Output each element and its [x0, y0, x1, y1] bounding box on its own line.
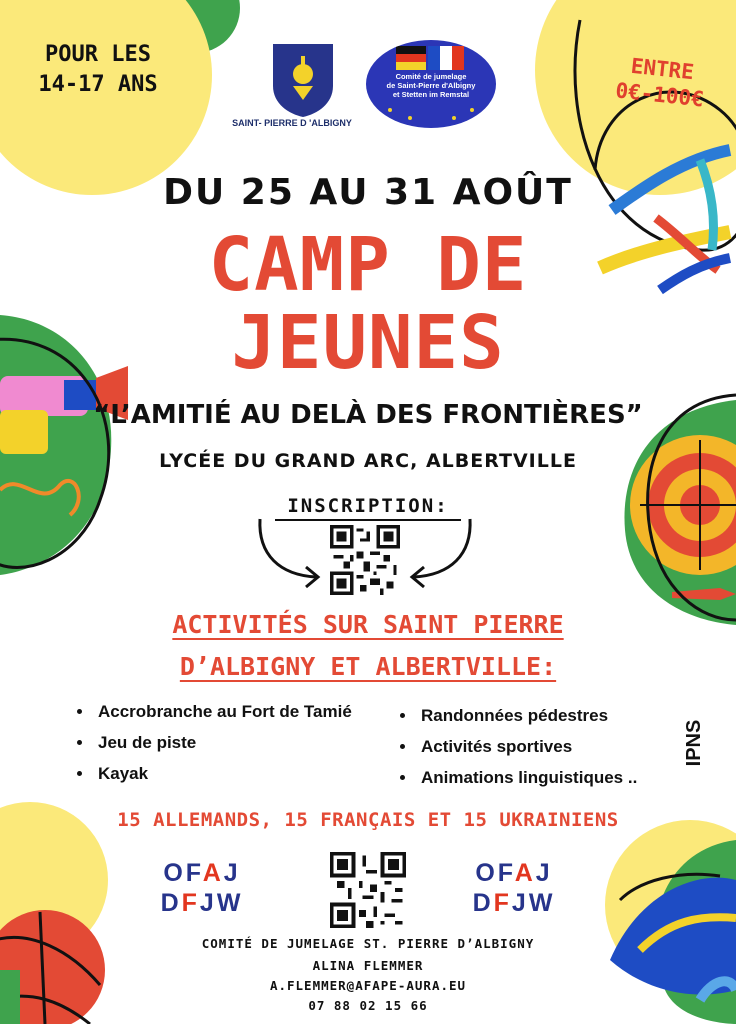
price-line-1: ENTRE — [629, 53, 696, 85]
arrow-right-icon — [400, 515, 480, 595]
ofaj-logo-left: OFAJ DFJW — [160, 859, 244, 917]
activities-list-right — [395, 700, 637, 793]
registration-label: INSCRIPTION: — [287, 495, 449, 517]
list-item: • Kayak — [94, 758, 352, 789]
age-line-2: 14-17 ANS — [38, 72, 158, 97]
activities-list-left — [72, 696, 352, 789]
price-line-2: 0€-100€ — [614, 78, 705, 112]
committee-line-1: Comité de jumelage — [395, 72, 467, 81]
venue: LYCÉE DU GRAND ARC, ALBERTVILLE — [159, 450, 577, 472]
committee-line-2: de Saint-Pierre d'Albigny — [386, 81, 476, 90]
motto: “L’AMITIÉ AU DELÀ DES FRONTIÈRES” — [93, 400, 643, 430]
participants-line: 15 ALLEMANDS, 15 FRANÇAIS ET 15 UKRAINIENS — [117, 809, 619, 831]
list-item: • Accrobranche au Fort de Tamié — [94, 696, 352, 727]
contact-organization: COMITÉ DE JUMELAGE ST. PIERRE D’ALBIGNY — [201, 936, 535, 951]
contact-email[interactable]: A.FLEMMER@AFAPE-AURA.EU — [269, 978, 467, 993]
list-item: • Randonnées pédestres — [417, 700, 637, 731]
twinning-committee-logo — [366, 40, 496, 128]
committee-line-3: et Stetten im Remstal — [392, 90, 470, 99]
ipns-label: IPNS — [683, 719, 705, 767]
committee-logo-text — [380, 72, 482, 99]
contact-qr-code[interactable] — [330, 852, 406, 928]
title-line-2: JEUNES — [231, 300, 505, 386]
age-badge — [18, 40, 178, 100]
title-line-1: CAMP DE — [208, 222, 528, 308]
activities-heading-line-1: ACTIVITÉS SUR SAINT PIERRE — [172, 610, 564, 639]
event-dates: DU 25 AU 31 AOÛT — [163, 172, 573, 213]
contact-phone[interactable]: 07 88 02 15 66 — [308, 998, 428, 1013]
activities-heading-line-2: D’ALBIGNY ET ALBERTVILLE: — [179, 652, 557, 681]
list-item: • Animations linguistiques .. — [417, 762, 637, 793]
contact-name: ALINA FLEMMER — [312, 958, 424, 973]
list-item: • Jeu de piste — [94, 727, 352, 758]
registration-qr-code[interactable] — [330, 525, 400, 595]
age-line-1: POUR LES — [45, 42, 151, 67]
ofaj-logo-right: OFAJ DFJW — [472, 859, 556, 917]
town-logo-caption: SAINT- PIERRE D 'ALBIGNY — [232, 118, 352, 128]
list-item: • Activités sportives — [417, 731, 637, 762]
town-crest-logo — [271, 42, 335, 118]
arrow-left-icon — [250, 515, 330, 595]
